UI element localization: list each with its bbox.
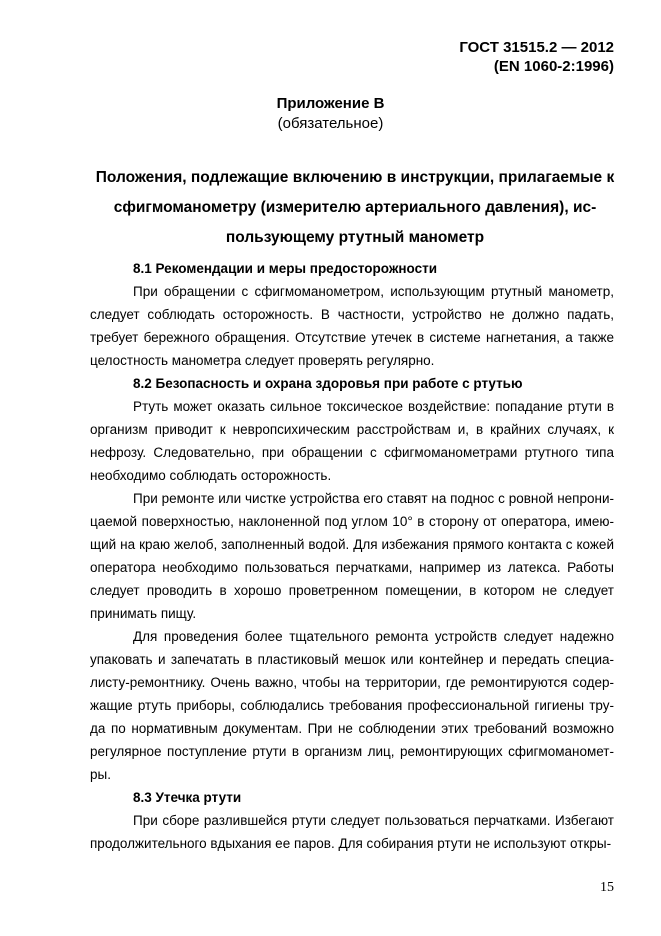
- section-heading: 8.3 Утечка ртути: [133, 790, 242, 805]
- main-title: Положения, подлежащие включению в инструкции, прилагаемые к сфигмоманометру (измерителю артериального давления), ис-пользующему ртутный манометр: [95, 169, 615, 246]
- paragraph: При обращении с сфигмоманометром, использующим ртутный манометр, следует соблюдать осторожность. В частности, устройство не должно падать, требует бережного обращения. Отсутствие утечек в системе нагнетания, а также целостность манометра следует проверять регулярно.: [90, 284, 614, 368]
- section-heading: 8.2 Безопасность и охрана здоровья при работе с ртутью: [133, 376, 523, 391]
- standard-number: ГОСТ 31515.2 — 2012: [459, 39, 614, 56]
- paragraph: При сборе разлившейся ртути следует пользоваться перчатками. Избегают продолжительного вдыхания ее паров. Для собирания ртути не используют откры-: [90, 813, 614, 851]
- paragraph: Для проведения более тщательного ремонта устройств следует надежно упаковать и запечатать в пластиковый мешок или контейнер и передать специа-листу-ремонтнику. Очень важно, чтобы на территории, где ремонтируются содер-жащие ртуть приборы, соблюдались требования профессиональной гигиены тру-да по нормативным документам. При не соблюдении этих требований возможно регулярное поступление ртути в организм лиц, ремонтирующих сфигмоманомет-ры.: [90, 629, 614, 782]
- body-text: [90, 257, 614, 855]
- appendix-subtitle: (обязательное): [277, 115, 384, 132]
- paragraph: Ртуть может оказать сильное токсическое воздействие: попадание ртути в организм приводит к невропсихическим расстройствам и, в крайних случаях, к нефрозу. Следовательно, при обращении с сфигмоманометрами ртутного типа необходимо соблюдать осторожность.: [90, 399, 614, 483]
- appendix-title: Приложение В: [276, 95, 385, 112]
- paragraph: При ремонте или чистке устройства его ставят на поднос с ровной непрони-цаемой поверхностью, наклоненной под углом 10° в сторону от оператора, имею-щий на краю желоб, заполненный водой. Для избежания прямого контакта с кожей оператора необходимо пользоваться перчатками, например из латекса. Работы следует проводить в хорошо проветренном помещении, в котором не следует принимать пищу.: [90, 491, 614, 621]
- standard-header: [459, 38, 614, 76]
- section-heading: 8.1 Рекомендации и меры предосторожности: [133, 261, 438, 276]
- en-standard-number: (EN 1060-2:1996): [493, 58, 614, 75]
- page-number: 15: [600, 880, 614, 895]
